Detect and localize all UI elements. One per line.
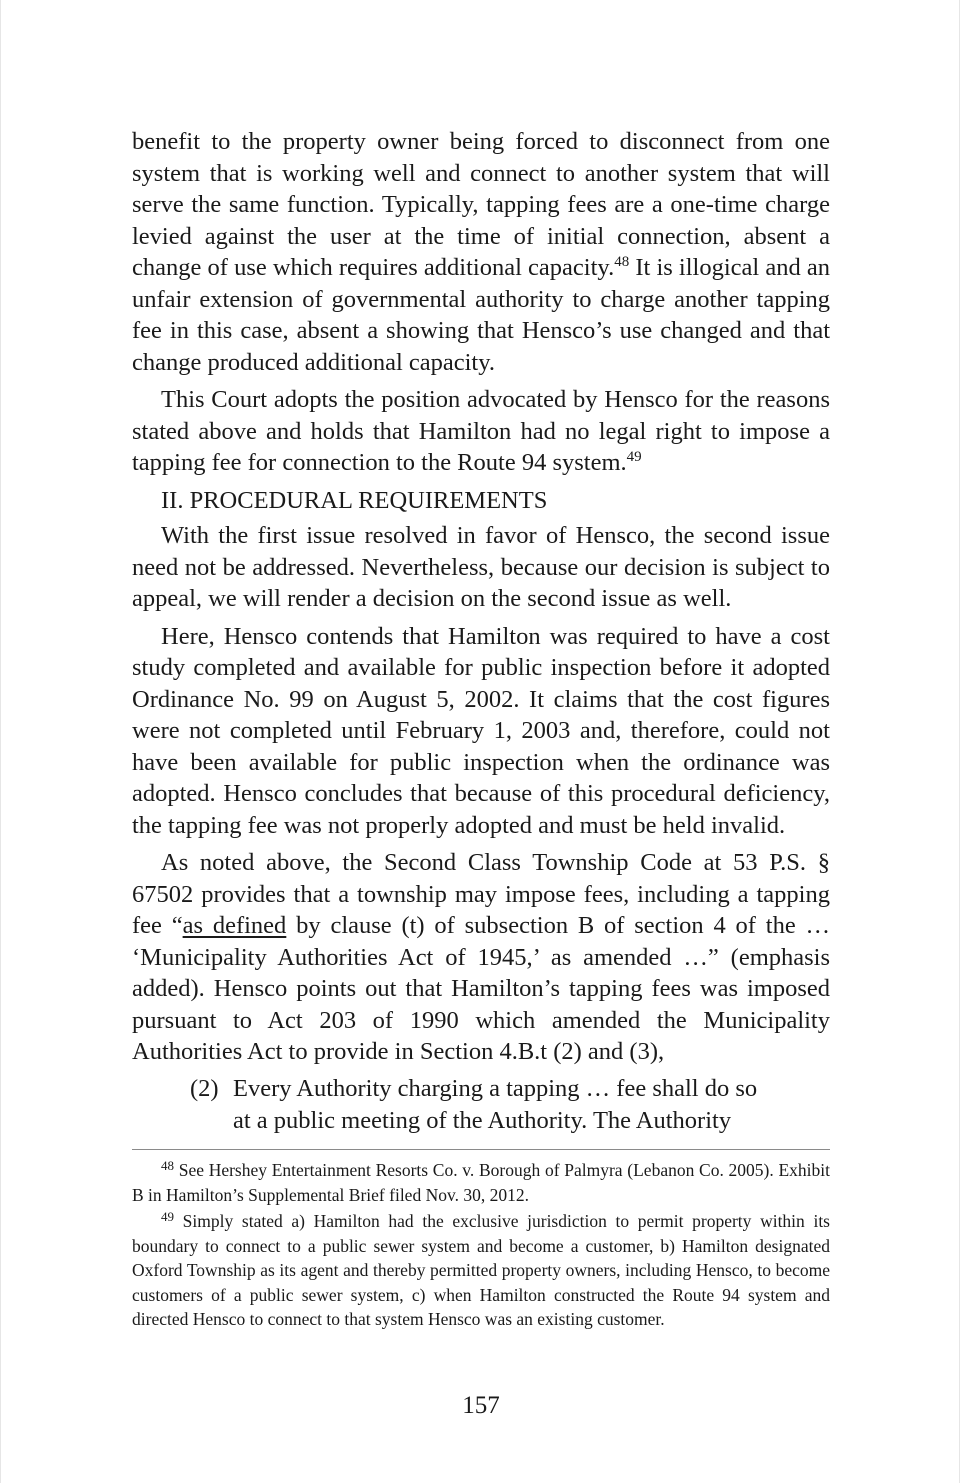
footnote-ref-48[interactable]: 48 (614, 254, 630, 270)
footnotes (132, 1158, 830, 1334)
page-number: 157 (462, 1392, 500, 1419)
quote-item-text: Every Authority charging a tapping … fee shall do so at a public meeting of the Authority. The Authority (233, 1075, 758, 1134)
paragraph: With the first issue resolved in favor of Hensco, the second issue need not be addressed. Nevertheless, because our decision is subject to appeal, we will render a decision on the second issue as well. (132, 522, 830, 612)
paragraph: As noted above, the Second Class Township Code at 53 P.S. § 67502 provides that a township may impose fees, including a tapping fee “as defined by clause (t) of subsection B of section 4 of the … ‘Municipality Authorities Act of 1945,’ as amended …” (emphasis added). Hensco points out that Hamilton’s tapping fees was imposed pursuant to Act 203 of 1990 which amended the Municipality Authorities Act to provide in Section 4.B.t (2) and (3), (132, 849, 831, 1065)
quote-item-number: (2) (190, 1075, 219, 1102)
paragraph: This Court adopts the position advocated by Hensco for the reasons stated above and holds that Hamilton had no legal right to impose a tapping fee for connection to the Route 94 system.$^{49}$ (132, 386, 830, 476)
block-quote (190, 1073, 780, 1136)
footnote-48: $^{48}$ See Hershey Entertainment Resorts Co. v. Borough of Palmyra (Lebanon Co. 2005). Exhibit B in Hamilton’s Supplemental Brief filed Nov. 30, 2012. (132, 1158, 830, 1205)
paragraph: benefit to the property owner being forced to disconnect from one system that is working well and connect to another system that will serve the same function. Typically, tapping fees are a one-time charge levied against the user at the time of initial connection, absent a change of use which requires additional capacity.$^{48}$ It is illogical and an unfair extension of governmental authority to charge another tapping fee in this case, absent a showing that Hensco’s use changed and that change produced additional capacity. (132, 128, 831, 376)
footnote-ref-49[interactable]: 49 (626, 449, 642, 465)
footnote-divider (132, 1149, 830, 1150)
emphasis-underline: as defined (182, 912, 287, 939)
body-text (132, 126, 830, 1074)
paragraph: Here, Hensco contends that Hamilton was required to have a cost study completed and available for public inspection before it adopted Ordinance No. 99 on August 5, 2002. It claims that the cost figures were not completed until February 1, 2003 and, therefore, could not have been available for public inspection when the ordinance was adopted. Hensco concludes that because of this procedural deficiency, the tapping fee was not properly adopted and must be held invalid. (132, 622, 830, 839)
section-heading: II. PROCEDURAL REQUIREMENTS (161, 486, 548, 514)
footnote-49: $^{49}$ Simply stated a) Hamilton had the exclusive jurisdiction to permit property within its boundary to connect to a public sewer system and become a customer, b) Hamilton designated Oxford Township as its agent and thereby permitted property owners, including Hensco, to become customers of a public sewer system, c) when Hamilton constructed the Route 94 system and directed Hensco to connect to that system Hensco was an existing customer. (132, 1209, 830, 1329)
